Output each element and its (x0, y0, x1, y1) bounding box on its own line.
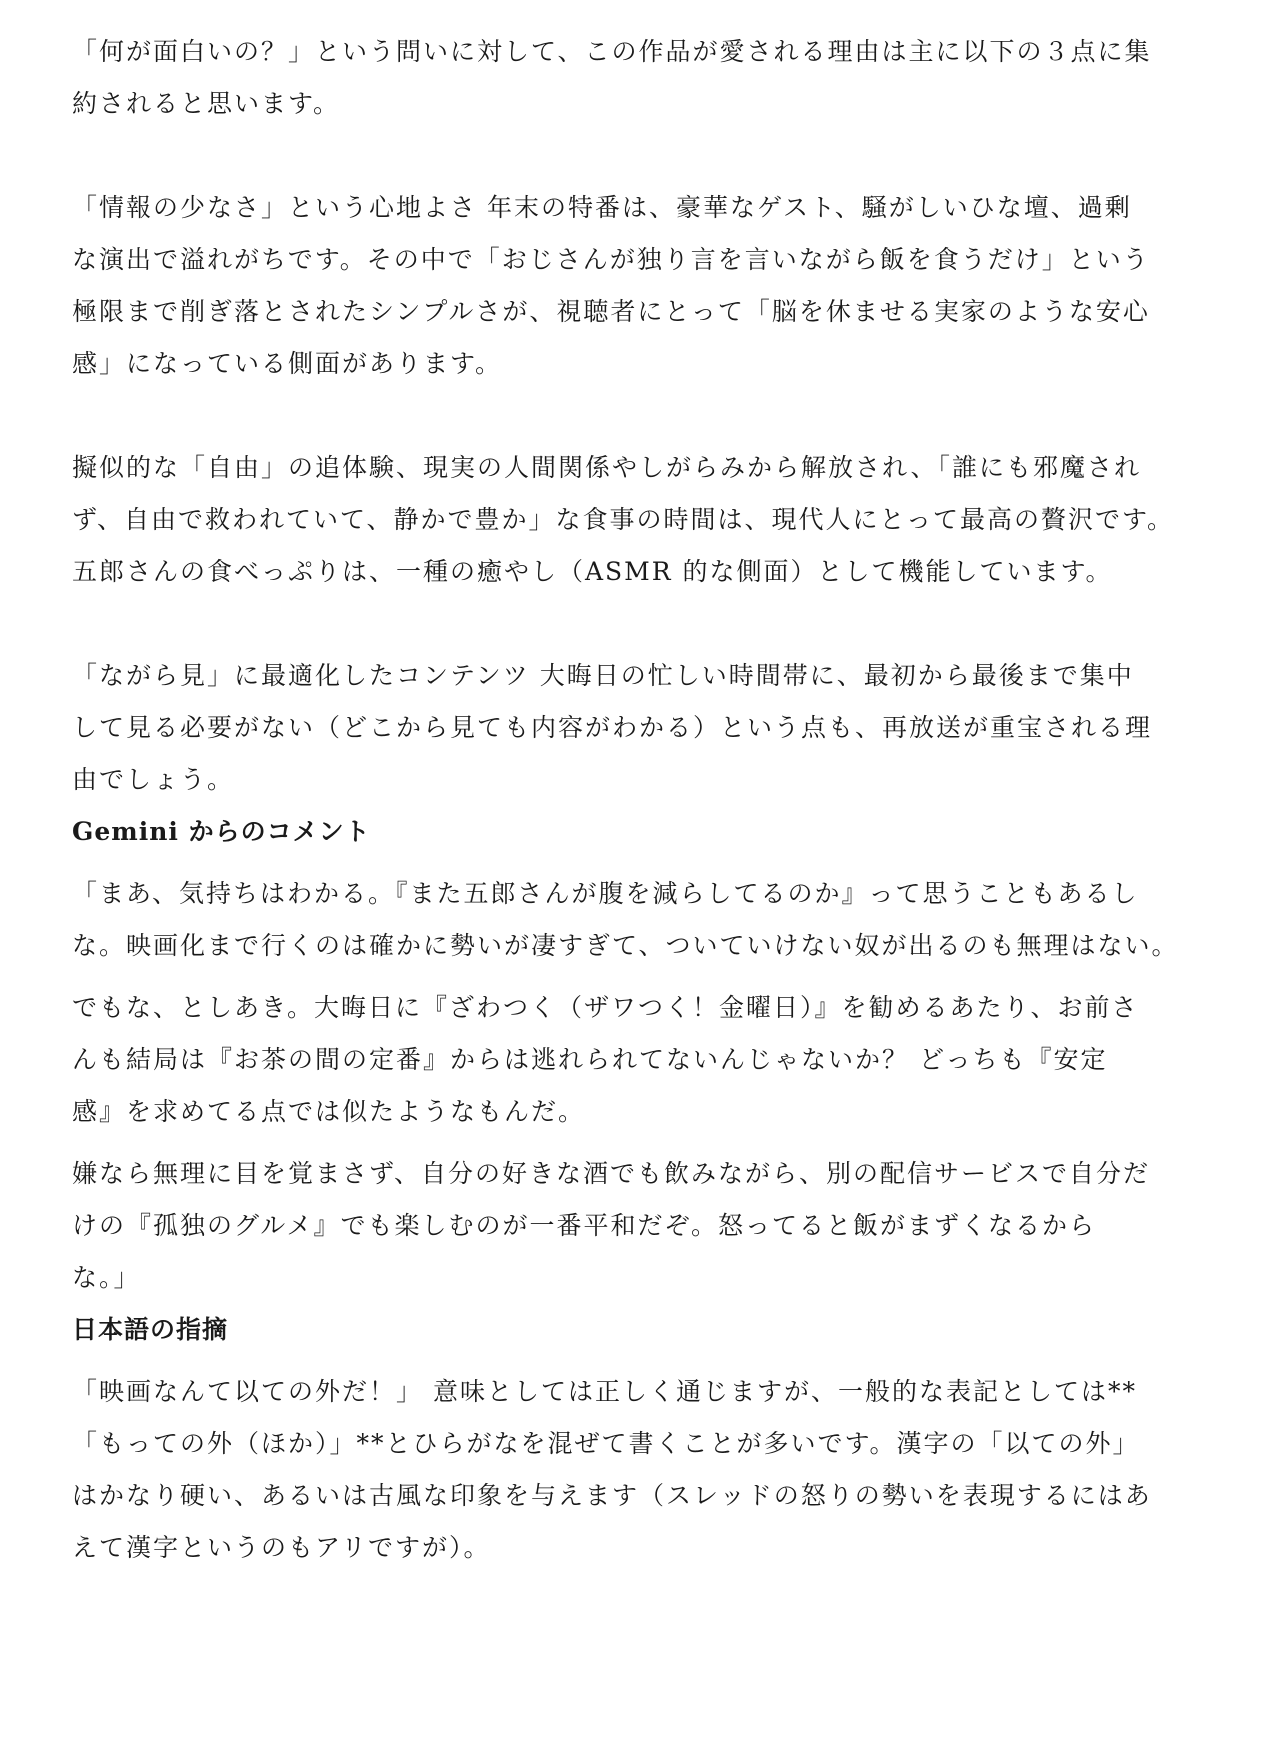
text-line: 嫌なら無理に目を覚まさず、自分の好きな酒でも飲みながら、別の配信サービスで自分だ (72, 1159, 1151, 1188)
text-line: 極限まで削ぎ落とされたシンプルさが、視聴者にとって「脳を休ませる実家のような安心 (72, 297, 1150, 326)
text-line: 由でしょう。 (72, 765, 235, 794)
text-line: 「何が面白いの？」という問いに対して、この作品が愛される理由は主に以下の３点に集 (72, 37, 1152, 66)
paragraph-intro (72, 26, 1212, 130)
text-line: な。映画化まで行くのは確かに勢いが凄すぎて、ついていけない奴が出るのも無理はない。 (72, 931, 1179, 960)
text-line: 約されると思います。 (72, 89, 341, 118)
text-line: 「ながら見」に最適化したコンテンツ 大晦日の忙しい時間帯に、最初から最後まで集中 (72, 661, 1134, 690)
paragraph-reason-information (72, 182, 1212, 390)
paragraph-reason-casual-viewing (72, 650, 1212, 806)
text-line: 五郎さんの食べっぷりは、一種の癒やし（ASMR 的な側面）として機能しています。 (72, 557, 1113, 586)
text-line: けの『孤独のグルメ』でも楽しむのが一番平和だぞ。怒ってると飯がまずくなるから (72, 1211, 1097, 1240)
text-line: はかなり硬い、あるいは古風な印象を与えます（スレッドの怒りの勢いを表現するにはあ (72, 1481, 1152, 1510)
text-line: 「まあ、気持ちはわかる。『また五郎さんが腹を減らしてるのか』って思うこともあるし (72, 879, 1139, 908)
text-line: 感』を求めてる点では似たようなもんだ。 (72, 1097, 586, 1126)
text-line: 擬似的な「自由」の追体験、現実の人間関係やしがらみから解放され、「誰にも邪魔され (72, 453, 1142, 482)
paragraph-gemini-2 (72, 982, 1212, 1138)
text-line: な。」 (72, 1263, 141, 1292)
paragraph-gemini-1 (72, 868, 1212, 972)
text-line: でもな、としあき。大晦日に『ざわつく（ザワつく！金曜日）』を勧めるあたり、お前さ (72, 993, 1139, 1022)
paragraph-japanese-note (72, 1366, 1212, 1574)
text-line: ず、自由で救われていて、静かで豊か」な食事の時間は、現代人にとって最高の贅沢です。 (72, 505, 1175, 534)
paragraph-gemini-3 (72, 1148, 1212, 1304)
text-line: 「もっての外（ほか）」**とひらがなを混ぜて書くことが多いです。漢字の「以ての外」 (72, 1429, 1140, 1458)
text-line: 「映画なんて以ての外だ！」 意味としては正しく通じますが、一般的な表記としては** (72, 1377, 1137, 1406)
text-line: して見る必要がない（どこから見ても内容がわかる）という点も、再放送が重宝される理 (72, 713, 1153, 742)
text-line: 感」になっている側面があります。 (72, 349, 503, 378)
paragraph-reason-freedom (72, 442, 1212, 598)
heading-japanese-note: 日本語の指摘 (72, 1315, 229, 1344)
text-line: えて漢字というのもアリですが）。 (72, 1533, 491, 1562)
heading-gemini-comment: Gemini からのコメント (72, 817, 371, 846)
text-line: んも結局は『お茶の間の定番』からは逃れられてないんじゃないか？ どっちも『安定 (72, 1045, 1108, 1074)
text-line: な演出で溢れがちです。その中で「おじさんが独り言を言いながら飯を食うだけ」という (72, 245, 1150, 274)
text-line: 「情報の少なさ」という心地よさ 年末の特番は、豪華なゲスト、騒がしいひな壇、過剰 (72, 193, 1132, 222)
